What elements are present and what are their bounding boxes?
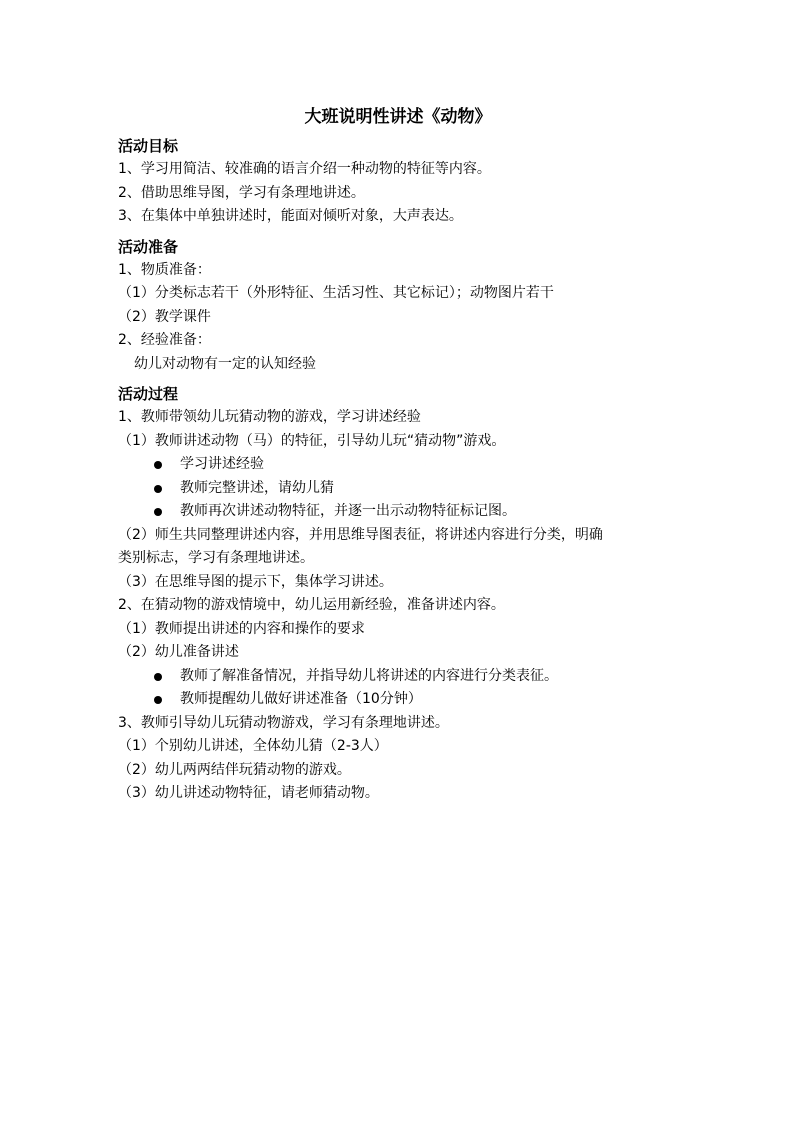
process-substep-continuation: 类别标志，学习有条理地讲述。 [118, 550, 314, 566]
bullet-text: 教师完整讲述，请幼儿猜 [180, 479, 334, 496]
goal-item: 2、借助思维导图，学习有条理地讲述。 [118, 184, 365, 201]
document-title: 大班说明性讲述《动物》 [304, 107, 492, 127]
section-preparation [118, 235, 678, 377]
bullet-text: 教师再次讲述动物特征，并逐一出示动物特征标记图。 [180, 503, 516, 519]
process-substep: （2）幼儿两两结伴玩猜动物的游戏。 [118, 761, 351, 778]
section-heading-goals: 活动目标 [118, 137, 179, 155]
section-goals [118, 134, 678, 229]
prep-material-item: （1）分类标志若干（外形特征、生活习性、其它标记）；动物图片若干 [118, 285, 554, 301]
bullet-item [118, 688, 678, 712]
prep-material-item: （2）教学课件 [118, 308, 211, 325]
process-step-title: 3、教师引导幼儿玩猜动物游戏，学习有条理地讲述。 [118, 714, 449, 731]
bullet-icon [154, 508, 162, 516]
section-heading-process: 活动过程 [118, 385, 179, 403]
bullet-item [118, 500, 678, 524]
goal-item: 1、学习用简洁、较准确的语言介绍一种动物的特征等内容。 [118, 161, 491, 177]
process-step-title: 2、在猜动物的游戏情境中，幼儿运用新经验，准备讲述内容。 [118, 597, 505, 613]
bullet-icon [154, 485, 162, 493]
prep-experience-text: 幼儿对动物有一定的认知经验 [134, 355, 316, 372]
process-substep: （3）在思维导图的提示下，集体学习讲述。 [118, 573, 393, 590]
document-content [118, 104, 678, 806]
goal-item: 3、在集体中单独讲述时，能面对倾听对象，大声表达。 [118, 208, 463, 224]
process-substep: （2）师生共同整理讲述内容，并用思维导图表征，将讲述内容进行分类，明确 [118, 526, 603, 543]
process-substep: （1）教师讲述动物（马）的特征，引导幼儿玩“猜动物”游戏。 [118, 432, 506, 449]
process-step-title: 1、教师带领幼儿玩猜动物的游戏，学习讲述经验 [118, 409, 421, 425]
bullet-text: 学习讲述经验 [180, 456, 264, 472]
bullet-item [118, 477, 678, 501]
section-process [118, 382, 678, 806]
bullet-text: 教师提醒幼儿做好讲述准备（10分钟） [180, 691, 422, 707]
process-substep: （3）幼儿讲述动物特征，请老师猜动物。 [118, 785, 379, 801]
process-substep: （1）个别幼儿讲述，全体幼儿猜（2-3人） [118, 738, 388, 754]
bullet-item [118, 453, 678, 477]
process-substep: （1）教师提出讲述的内容和操作的要求 [118, 620, 365, 637]
prep-material-title: 1、物质准备： [118, 261, 211, 278]
bullet-icon [154, 696, 162, 704]
bullet-icon [154, 461, 162, 469]
section-heading-preparation: 活动准备 [118, 237, 179, 256]
prep-experience-title: 2、经验准备： [118, 332, 211, 348]
bullet-icon [154, 673, 162, 681]
process-substep: （2）幼儿准备讲述 [118, 644, 239, 660]
bullet-text: 教师了解准备情况，并指导幼儿将讲述的内容进行分类表征。 [180, 667, 558, 684]
bullet-item [118, 665, 678, 689]
